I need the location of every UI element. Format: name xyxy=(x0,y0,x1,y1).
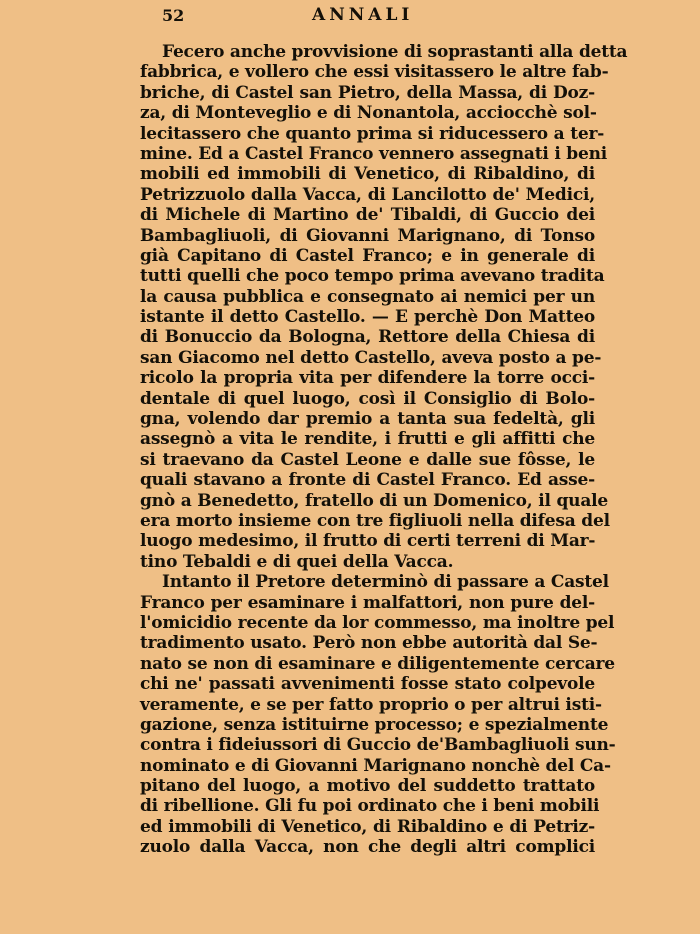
running-title: ANNALI xyxy=(312,5,414,25)
text-line: mine. Ed a Castel Franco vennero assegnati i beni xyxy=(140,143,608,164)
text-line: Petrizzuolo dalla Vacca, di Lancilotto de' Medici, xyxy=(140,184,595,205)
text-line: Franco per esaminare i malfattori, non pure del- xyxy=(140,592,595,613)
text-line: briche, di Castel san Pietro, della Massa, di Doz- xyxy=(140,82,595,103)
text-line: l'omicidio recente da lor commesso, ma inoltre pel xyxy=(140,612,615,633)
text-line: tutti quelli che poco tempo prima avevano tradita xyxy=(140,266,605,287)
text-line: chi ne' passati avvenimenti fosse stato colpevole xyxy=(140,674,595,695)
text-line: veramente, e se per fatto proprio o per altrui isti- xyxy=(140,694,602,715)
text-line: di Bonuccio da Bologna, Rettore della Chiesa di xyxy=(140,327,595,348)
text-line: gazione, senza istituirne processo; e spezialmente xyxy=(140,714,609,735)
text-line: Intanto il Pretore determinò di passare a Castel xyxy=(162,572,609,593)
text-line: za, di Monteveglio e di Nonantola, acciocchè sol- xyxy=(140,103,597,124)
body-text xyxy=(140,42,628,858)
text-line: Fecero anche provvisione di soprastanti alla detta xyxy=(162,42,628,62)
text-line: ed immobili di Venetico, di Ribaldino e di Petriz- xyxy=(140,816,595,837)
text-line: tradimento usato. Però non ebbe autorità dal Se- xyxy=(140,633,598,654)
text-line: fabbrica, e vollero che essi visitassero le altre fab- xyxy=(140,62,609,83)
text-line: san Giacomo nel detto Castello, aveva posto a pe- xyxy=(140,347,602,368)
text-line: istante il detto Castello. — E perchè Don Matteo xyxy=(140,307,595,328)
text-line: di Michele di Martino de' Tibaldi, di Guccio dei xyxy=(140,205,595,226)
text-line: ricolo la propria vita per difendere la torre occi- xyxy=(140,368,595,389)
text-line: la causa pubblica e consegnato ai nemici per un xyxy=(140,286,595,307)
page-number: 52 xyxy=(162,6,185,25)
text-line: dentale di quel luogo, così il Consiglio di Bolo- xyxy=(140,388,595,409)
text-line: quali stavano a fronte di Castel Franco. Ed asse- xyxy=(140,470,595,491)
text-line: lecitassero che quanto prima si riducessero a ter- xyxy=(140,123,605,144)
text-line: nominato e di Giovanni Marignano nonchè del Ca- xyxy=(140,755,611,776)
text-line: Bambagliuoli, di Giovanni Marignano, di Tonso xyxy=(140,225,595,246)
text-line: pitano del luogo, a motivo del suddetto trattato xyxy=(140,776,595,797)
text-line: già Capitano di Castel Franco; e in generale di xyxy=(140,245,595,266)
text-line: era morto insieme con tre figliuoli nella difesa del xyxy=(140,510,610,531)
text-line: zuolo dalla Vacca, non che degli altri complici xyxy=(140,837,595,858)
text-line: assegnò a vita le rendite, i frutti e gli affitti che xyxy=(140,429,595,450)
text-line: gna, volendo dar premio a tanta sua fedeltà, gli xyxy=(140,409,595,430)
text-line: tino Tebaldi e di quei della Vacca. xyxy=(140,551,454,572)
text-line: si traevano da Castel Leone e dalle sue fôsse, le xyxy=(140,449,595,470)
text-line: contra i fideiussori di Guccio de'Bambagliuoli sun- xyxy=(140,735,616,756)
text-line: luogo medesimo, il frutto di certi terreni di Mar- xyxy=(140,531,596,552)
text-line: mobili ed immobili di Venetico, di Ribaldino, di xyxy=(140,164,595,185)
text-line: di ribellione. Gli fu poi ordinato che i beni mobili xyxy=(140,796,600,817)
text-line: nato se non di esaminare e diligentemente cercare xyxy=(140,653,615,674)
text-line: gnò a Benedetto, fratello di un Domenico, il quale xyxy=(140,490,609,511)
